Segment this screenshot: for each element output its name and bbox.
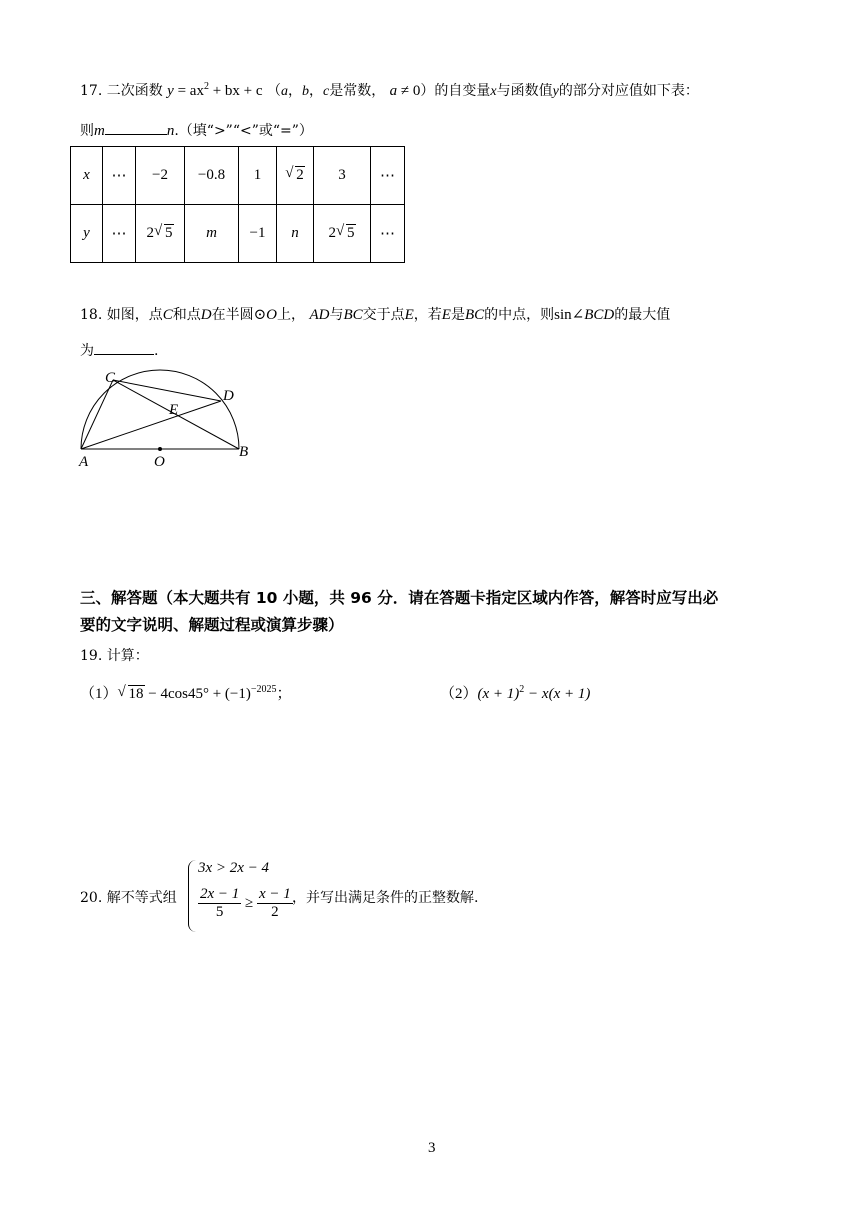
sqrt-symbol: √ 5	[336, 223, 355, 241]
sqrt-symbol: √ 18	[117, 684, 144, 702]
segment-AC	[81, 380, 113, 449]
label-A: A	[79, 454, 89, 470]
q18-answer-blank[interactable]	[94, 354, 154, 355]
table-cell	[277, 147, 314, 205]
table-cell: 2 √ 5	[136, 205, 185, 263]
label-D: D	[223, 388, 234, 404]
q19-title: 19. 计算：	[80, 648, 149, 664]
q18-line1: 18. 如图，点C和点D在半圆⊙O上， AD与BC交于点E，若E是BC的中点，则sin∠BCD的最大值	[80, 307, 671, 323]
table-row	[71, 147, 405, 205]
q17-line1: 17. 二次函数 $y = ax^2$ + bx + c （a，b，c是常数， a ≠ 0）的自变量x与函数值y的部分对应值如下表：	[80, 81, 699, 99]
q20-label: 20. 解不等式组	[80, 890, 177, 906]
page-number: 3	[428, 1140, 436, 1156]
q20-inequality-2: $\frac{2x - 1}{5}$ ≥ $\frac{x - 1}{2}$	[200, 886, 291, 920]
sqrt-symbol: √ 2	[285, 165, 304, 183]
q18-line2: 为 .	[80, 343, 159, 359]
label-C: C	[105, 370, 116, 386]
label-B: B	[239, 444, 249, 460]
q17-function: $y = ax^2$ + bx + c	[167, 81, 263, 99]
table-cell: x	[71, 147, 103, 205]
section3-heading-line2: 要的文字说明、解题过程或演算步骤）	[80, 616, 344, 634]
fraction: $\frac{x - 1}{2}$	[259, 886, 291, 920]
table-cell: 3	[314, 147, 371, 205]
q19-part1: （1） √ $18 - 4\cos 45^\circ + (-1)^{-2025}$；	[80, 684, 292, 702]
table-cell: ⋯	[371, 205, 405, 263]
q20-tail: ，并写出满足条件的正整数解.	[292, 890, 479, 906]
center-point-O	[158, 447, 162, 451]
q19-part2: $(2)(x + 1)^2 - x(x + 1)$	[440, 684, 591, 702]
segment-CD	[113, 380, 221, 401]
table-cell: n	[277, 205, 314, 263]
table-cell: m	[185, 205, 239, 263]
label-O: O	[154, 454, 165, 470]
q17-value-table	[70, 146, 405, 263]
system-brace	[188, 860, 197, 932]
section3-heading-line1: 三、解答题（本大题共有 10 小题，共 96 分．请在答题卡指定区域内作答，解答时应写出必	[80, 589, 719, 607]
label-E: E	[169, 402, 179, 418]
q17-condition: a ≠ 0	[389, 83, 421, 99]
q17-text-a: 二次函数	[106, 83, 163, 99]
table-cell: −2	[136, 147, 185, 205]
q17-number: 17.	[80, 83, 103, 99]
table-row	[71, 205, 405, 263]
q18-semicircle-figure	[70, 368, 270, 473]
q17-answer-blank[interactable]	[105, 134, 167, 135]
table-cell: ⋯	[103, 147, 136, 205]
table-cell: −0.8	[185, 147, 239, 205]
segment-AD	[81, 401, 221, 449]
table-cell: y	[71, 205, 103, 263]
q17-line2: 则m n.（填“>”“<”或“=”）	[80, 123, 313, 139]
table-cell: ⋯	[103, 205, 136, 263]
table-cell: −1	[239, 205, 277, 263]
table-cell: ⋯	[371, 147, 405, 205]
sqrt-symbol: √ 5	[154, 223, 173, 241]
table-cell: 2 √ 5	[314, 205, 371, 263]
fraction: $\frac{2x - 1}{5}$	[200, 886, 240, 920]
table-cell: 1	[239, 147, 277, 205]
q20-inequality-1: 3x > 2x − 4	[198, 860, 270, 876]
